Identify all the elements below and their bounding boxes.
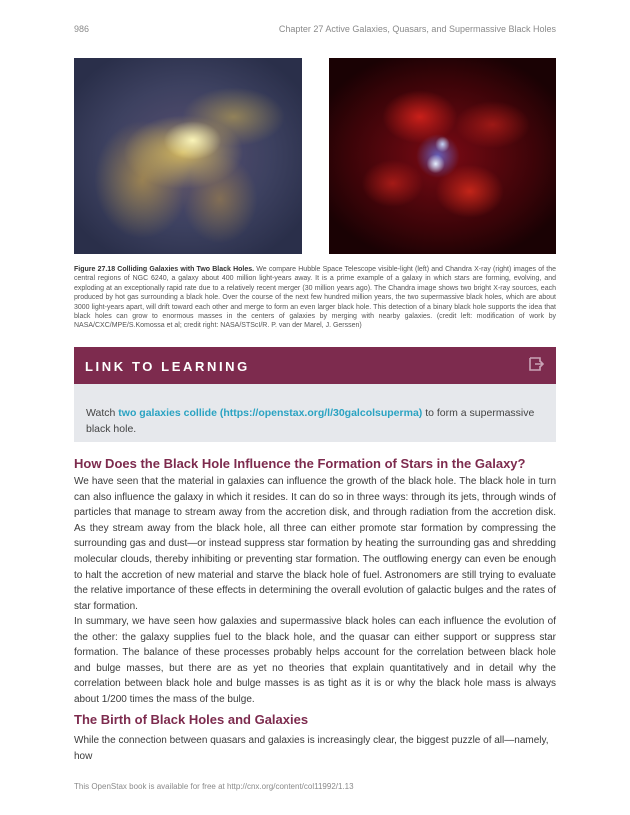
figure-caption-text: We compare Hubble Space Telescope visible-light (left) and Chandra X-ray (right) images of the central regions of NGC 6240, a galaxy about 400 million light-years away. It is a prime example of a galaxy in which stars are forming, evolving, and exploding at an exceptionally rapid rate due to a relatively recent merger (30 million years ago). The Chandra image shows two bright X-ray sources, each produced by hot gas surrounding a black hole. Over the course of the next few hundred million years, the two supermassive black holes, which are about 3000 light-years apart, will drift toward each other and merge to form an even larger black hole. This detection of a binary black hole supports the idea that black holes can grow to enormous masses in the centers of galaxies by merging with nearby galaxies. (credit left: modification of work by NASA/CXC/MPE/S.Komossa et al; credit right: NASA/STScI/R. P. van der Marel, J. Gerssen) xyxy=(74,266,556,330)
galaxy-collide-link[interactable]: two galaxies collide (https://openstax.org/l/30galcolsuperma) xyxy=(118,407,423,419)
external-link-icon xyxy=(528,356,544,372)
section-heading-birth-of-black-holes: The Birth of Black Holes and Galaxies xyxy=(74,712,309,727)
page-footer: This OpenStax book is available for free at http://cnx.org/content/col11992/1.13 xyxy=(74,782,354,791)
chandra-xray-image xyxy=(329,58,556,254)
link-to-learning-title: LINK TO LEARNING xyxy=(85,359,250,374)
page-number: 986 xyxy=(74,24,90,34)
section-heading-star-formation: How Does the Black Hole Influence the Formation of Stars in the Galaxy? xyxy=(74,456,526,471)
hubble-visible-light-image xyxy=(74,58,302,254)
link-to-learning-header xyxy=(74,347,556,384)
paragraph: We have seen that the material in galaxies can influence the growth of the black hole. The black hole in turn can also influence the galaxy in which it resides. It can do so in three ways: through its jets, through winds of particles that manage to stream away from the accretion disk, and through radiation from the accretion disk. As they stream away from the black hole, all three can either promote star formation by compressing the surrounding gas and dust—or instead suppress star formation by heating the surrounding gas and shredding molecular clouds, thereby inhibiting or preventing star formation. The outflowing energy can even be enough to halt the accretion of new material and starve the black hole of fuel. Astronomers are still trying to evaluate the relative importance of these effects in determining the overall evolution of galactic bulges and the rates of star formation. xyxy=(74,476,556,612)
link-text-before: Watch xyxy=(86,407,119,419)
chapter-title: Chapter 27 Active Galaxies, Quasars, and Supermassive Black Holes xyxy=(278,24,556,34)
paragraph: In summary, we have seen how galaxies and supermassive black holes can each influence the evolution of the other: the galaxy supplies fuel to the black hole, and the quasar can either support or suppress star formation. The balance of these processes probably helps account for the correlation between black hole and bulge masses, but there are as yet no theories that explain quantitatively and in detail why the correlation between black hole and bulge masses is as tight as it is or why the black hole mass is always about 1/200 times the mass of the bulge. xyxy=(74,616,556,705)
paragraph: While the connection between quasars and galaxies is increasingly clear, the biggest puzzle of all—namely, how xyxy=(74,735,549,762)
figure-caption xyxy=(74,265,556,331)
link-to-learning-body xyxy=(74,384,556,442)
figure-label: Figure 27.18 Colliding Galaxies with Two Black Holes. xyxy=(74,266,255,273)
link-to-learning-box xyxy=(74,347,556,442)
link-text-after: to form a supermassive black hole. xyxy=(86,407,535,436)
